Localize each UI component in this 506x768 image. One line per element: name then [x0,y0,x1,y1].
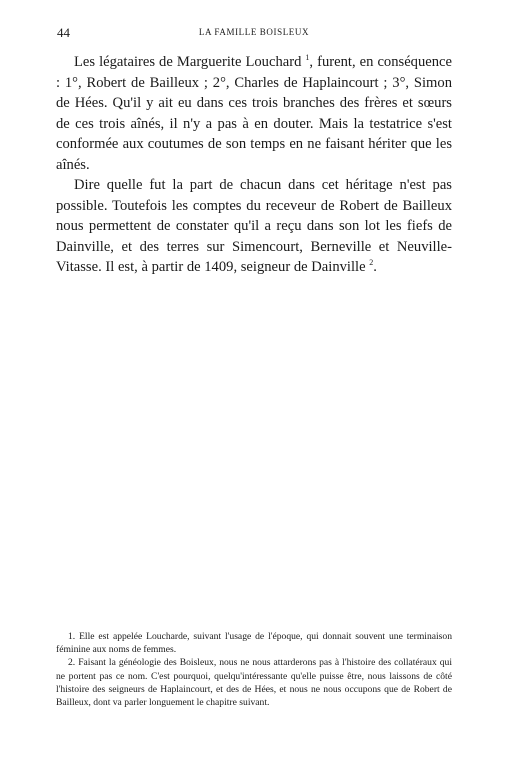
footnote-ref-1: 1 [305,53,310,62]
paragraph-2 [56,175,452,278]
page-header [57,25,451,41]
footnotes [56,630,452,709]
paragraph-2-text-start: Dire quelle fut la part de chacun dans cet héritage n'est pas possible. Toutefois les comptes du receveur de Robert de Bailleux nous permettent de constater qu'il a reçu dans son lot les fiefs de Dainville, et des terres sur Simencourt, Berneville et Neuville-Vitasse. Il est, à partir de 1409, seigneur de Dainville [56,177,452,275]
footnote-2: 2. Faisant la généologie des Boisleux, nous ne nous attarderons pas à l'histoire des collatéraux qui ne portent pas ce nom. C'est pourquoi, quelqu'intéressante qu'elle puisse être, nous laissons de côté l'histoire des seigneurs de Haplaincourt, et des de Hées, et nous ne nous occupons que de Robert de Bailleux, dont va parler longuement le chapitre suivant. [56,657,452,709]
paragraph-2-text-end: . [373,259,377,275]
paragraph-1-text-start: Les légataires de Marguerite Louchard [74,54,306,70]
main-text [56,52,452,278]
footnote-ref-2: 2 [369,258,374,267]
footnote-1: 1. Elle est appelée Loucharde, suivant l'usage de l'époque, qui donnait souvent une terminaison féminine aux noms de femmes. [56,631,452,656]
running-title: LA FAMILLE BOISLEUX [198,27,310,37]
paragraph-1 [56,52,452,175]
paragraph-1-text-end: , furent, en conséquence : 1°, Robert de Bailleux ; 2°, Charles de Haplaincourt ; 3°, Simon de Hées. Qu'il y ait eu dans ces trois branches des frères et sœurs de ces trois aînés, il n'y a pas à en douter. Mais la testatrice s'est conformée aux coutumes de son temps en ne faisant hériter que les aînés. [56,54,452,173]
page-number: 44 [57,25,70,40]
